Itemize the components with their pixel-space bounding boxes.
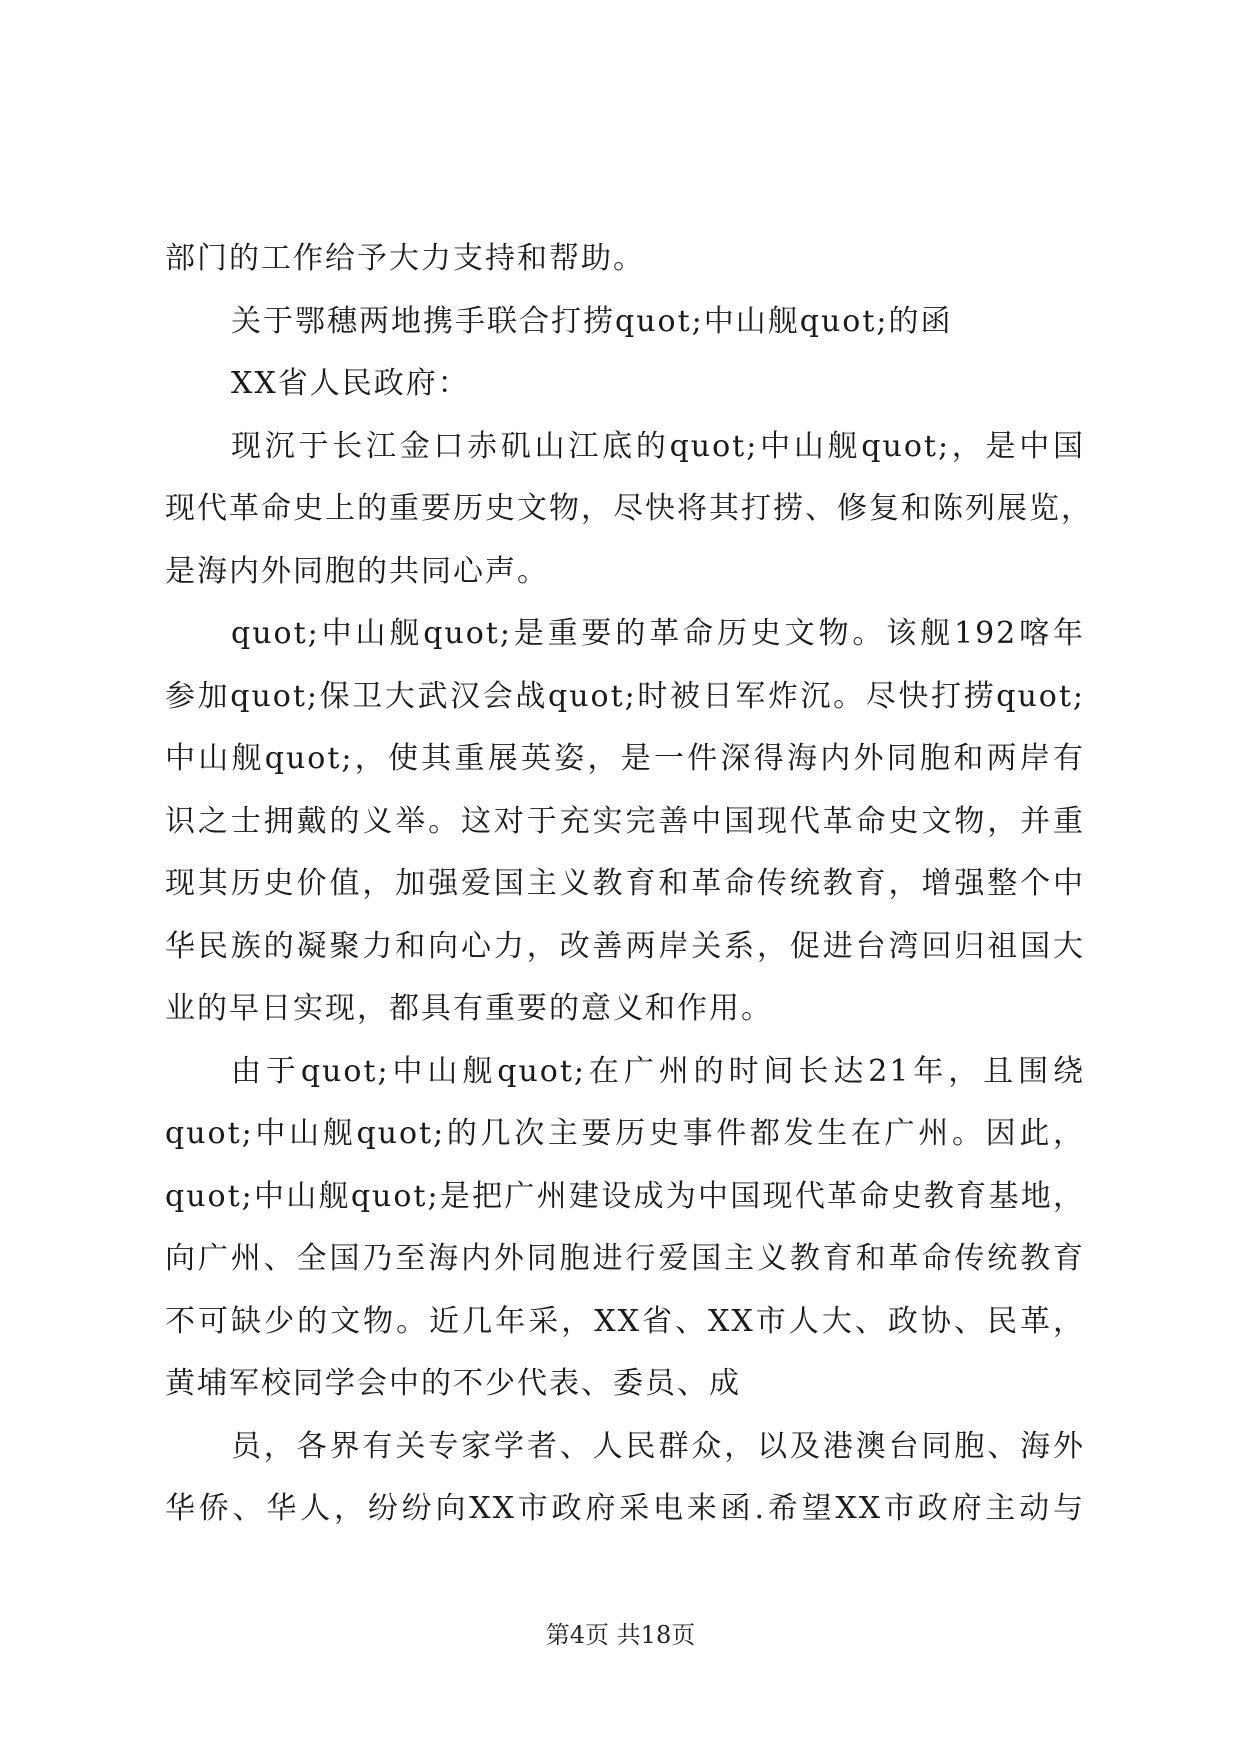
text-line: 华侨、华人，纷纷向XX市政府采电来函.希望XX市政府主动与 bbox=[165, 1491, 1085, 1526]
text-line: 由于quot;中山舰quot;在广州的时间长达21年，且围绕 bbox=[231, 1053, 1085, 1089]
text-line: quot;中山舰quot;是把广州建设成为中国现代革命史教育基地， bbox=[165, 1178, 1085, 1214]
text-line: 是海内外同胞的共同心声。 bbox=[165, 553, 549, 589]
text-line: 参加quot;保卫大武汉会战quot;时被日军炸沉。尽快打捞quot; bbox=[165, 678, 1085, 714]
text-line: 现沉于长江金口赤矶山江底的quot;中山舰quot;，是中国 bbox=[231, 428, 1085, 464]
text-line: 黄埔军校同学会中的不少代表、委员、成 bbox=[165, 1366, 741, 1401]
text-line: 华民族的凝聚力和向心力，改善两岸关系，促进台湾回归祖国大 bbox=[165, 928, 1085, 964]
text-line: 员，各界有关专家学者、人民群众，以及港澳台同胞、海外 bbox=[231, 1428, 1085, 1464]
text-line: 部门的工作给予大力支持和帮助。 bbox=[165, 241, 645, 276]
text-line: 识之士拥戴的义举。这对于充实完善中国现代革命史文物，并重 bbox=[165, 803, 1085, 839]
letter-title: 关于鄂穗两地携手联合打捞quot;中山舰quot;的函 bbox=[231, 303, 953, 339]
text-line: 向广州、全国乃至海内外同胞进行爱国主义教育和革命传统教育 bbox=[165, 1241, 1085, 1276]
text-line: 中山舰quot;，使其重展英姿，是一件深得海内外同胞和两岸有 bbox=[165, 741, 1085, 776]
text-line: 业的早日实现，都具有重要的意义和作用。 bbox=[165, 991, 773, 1026]
salutation: XX省人民政府： bbox=[231, 366, 470, 401]
text-line: quot;中山舰quot;是重要的革命历史文物。该舰192喀年 bbox=[231, 616, 1085, 651]
text-line: quot;中山舰quot;的几次主要历史事件都发生在广州。因此， bbox=[165, 1116, 1085, 1151]
document-body bbox=[165, 228, 1093, 1541]
page-footer: 第4页 共18页 bbox=[545, 1621, 696, 1649]
text-line: 不可缺少的文物。近几年采，XX省、XX市人大、政协、民革， bbox=[165, 1303, 1085, 1339]
text-line: 现代革命史上的重要历史文物，尽快将其打捞、修复和陈列展览， bbox=[165, 491, 1093, 526]
text-line: 现其历史价值，加强爱国主义教育和革命传统教育，增强整个中 bbox=[165, 866, 1085, 901]
